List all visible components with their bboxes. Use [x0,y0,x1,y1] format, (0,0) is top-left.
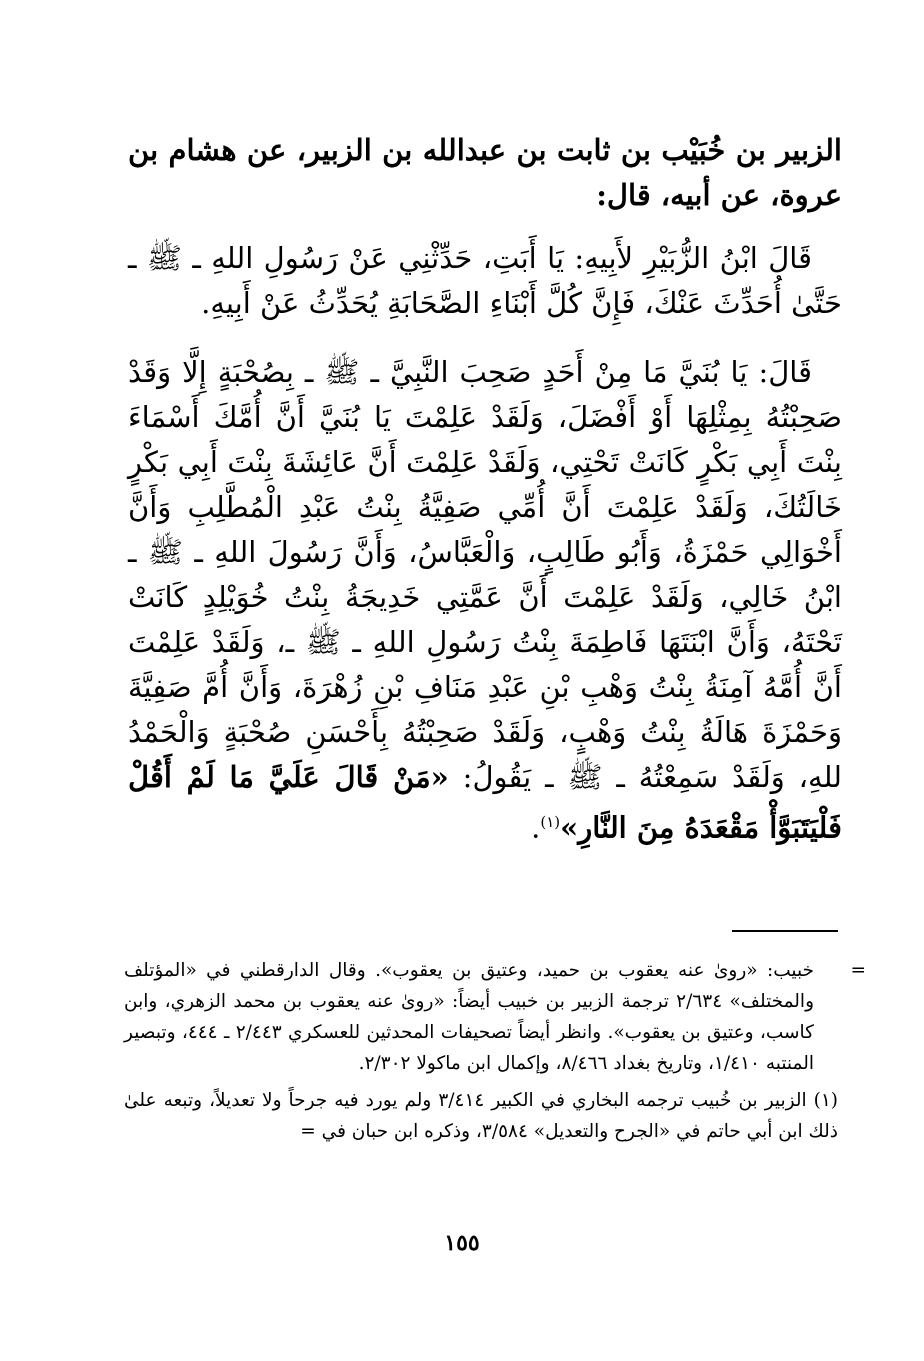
main-text-block [128,128,842,851]
footnote-1: (١) الزبير بن خُبيب ترجمه البخاري في الكبير ٣/٤١٤ ولم يورد فيه جرحاً ولا تعديلاً، وتبعه علىٰ ذلك ابن أبي حاتم في «الجرح والتعديل» ٣/٥٨٤، وذكره ابن حبان في = [124,1090,839,1142]
hadith-quote: «مَنْ قَالَ عَلَيَّ مَا لَمْ أَقُلْ فَلْيَتَبَوَّأْ مَقْعَدَهُ مِنَ النَّارِ» [128,760,842,845]
quote-paragraph-2-text: قَالَ: يَا بُنَيَّ مَا مِنْ أَحَدٍ صَحِبَ النَّبِيَّ ـ ﷺ ـ بِصُحْبَةٍ إِلَّا وَقَدْ صَحِبْتُهُ بِمِثْلِهَا أَوْ أَفْضَلَ، وَلَقَدْ عَلِمْتَ يَا بُنَيَّ أَنَّ أُمَّكَ أَسْمَاءَ بِنْتَ أَبِي بَكْرٍ كَانَتْ تَحْتِي، وَلَقَدْ عَلِمْتَ أَنَّ عَائِشَةَ بِنْتَ أَبِي بَكْرٍ خَالَتُكَ، وَلَقَدْ عَلِمْتَ أَنَّ أُمِّي صَفِيَّةُ بِنْتُ عَبْدِ الْمُطَّلِبِ وَأَنَّ أَخْوَالِي حَمْزَةُ، وَأَبُو طَالِبٍ، وَالْعَبَّاسُ، وَأَنَّ رَسُولَ اللهِ ـ ﷺ ـ ابْنُ خَالِي، وَلَقَدْ عَلِمْتَ أَنَّ عَمَّتِي خَدِيجَةُ بِنْتُ خُوَيْلِدٍ كَانَتْ تَحْتَهُ، وَأَنَّ ابْنَتَهَا فَاطِمَةَ بِنْتُ رَسُولِ اللهِ ـ ﷺ ـ، وَلَقَدْ عَلِمْتَ أَنَّ أُمَّهُ آمِنَةُ بِنْتُ وَهْبِ بْنِ عَبْدِ مَنَافِ بْنِ زُهْرَةَ، وَأَنَّ أُمَّ صَفِيَّةَ وَحَمْزَةَ هَالَةُ بِنْتُ وَهْبٍ، وَلَقَدْ صَحِبْتُهُ بِأَحْسَنِ صُحْبَةٍ وَالْحَمْدُ للهِ، وَلَقَدْ سَمِعْتُهُ ـ ﷺ ـ يَقُولُ: [128,355,843,794]
quote-paragraph-1: قَالَ ابْنُ الزُّبَيْرِ لأَبِيهِ: يَا أَبَتِ، حَدِّثْنِي عَنْ رَسُولِ اللهِ ـ ﷺ ـ حَتَّىٰ أُحَدِّثَ عَنْكَ، فَإِنَّ كُلَّ أَبْنَاءِ الصَّحَابَةِ يُحَدِّثُ عَنْ أَبِيهِ. [128,241,842,320]
footnote-continuation [124,955,866,1079]
continuation-marker: = [850,960,866,981]
footnotes-block [124,955,866,1147]
footnote-separator [732,930,838,932]
intro-paragraph: الزبير بن خُبَيْب بن ثابت بن عبدالله بن الزبير، عن هشام بن عروة، عن أبيه، قال: [128,133,842,212]
quote-paragraph-2-end: . [531,810,541,845]
page-number: ١٥٥ [444,1230,480,1256]
quote-paragraph-2 [128,350,842,851]
footnote-continuation-text: خبيب: «روىٰ عنه يعقوب بن حميد، وعتيق بن يعقوب». وقال الدارقطني في «المؤتلف والمختلف» ٢/٦٣٤ ترجمة الزبير بن خبيب أيضاً: «روىٰ عنه يعقوب بن محمد الزهري، وابن كاسب، وعتيق بن يعقوب». وانظر أيضاً تصحيفات المحدثين للعسكري ٢/٤٤٣ ـ ٤٤٤، وتبصير المنتبه ١/٤١٠، وتاريخ بغداد ٨/٤٦٦، وإكمال ابن ماكولا ٢/٣٠٢. [124,960,814,1074]
footnote-reference: (١) [540,813,561,831]
